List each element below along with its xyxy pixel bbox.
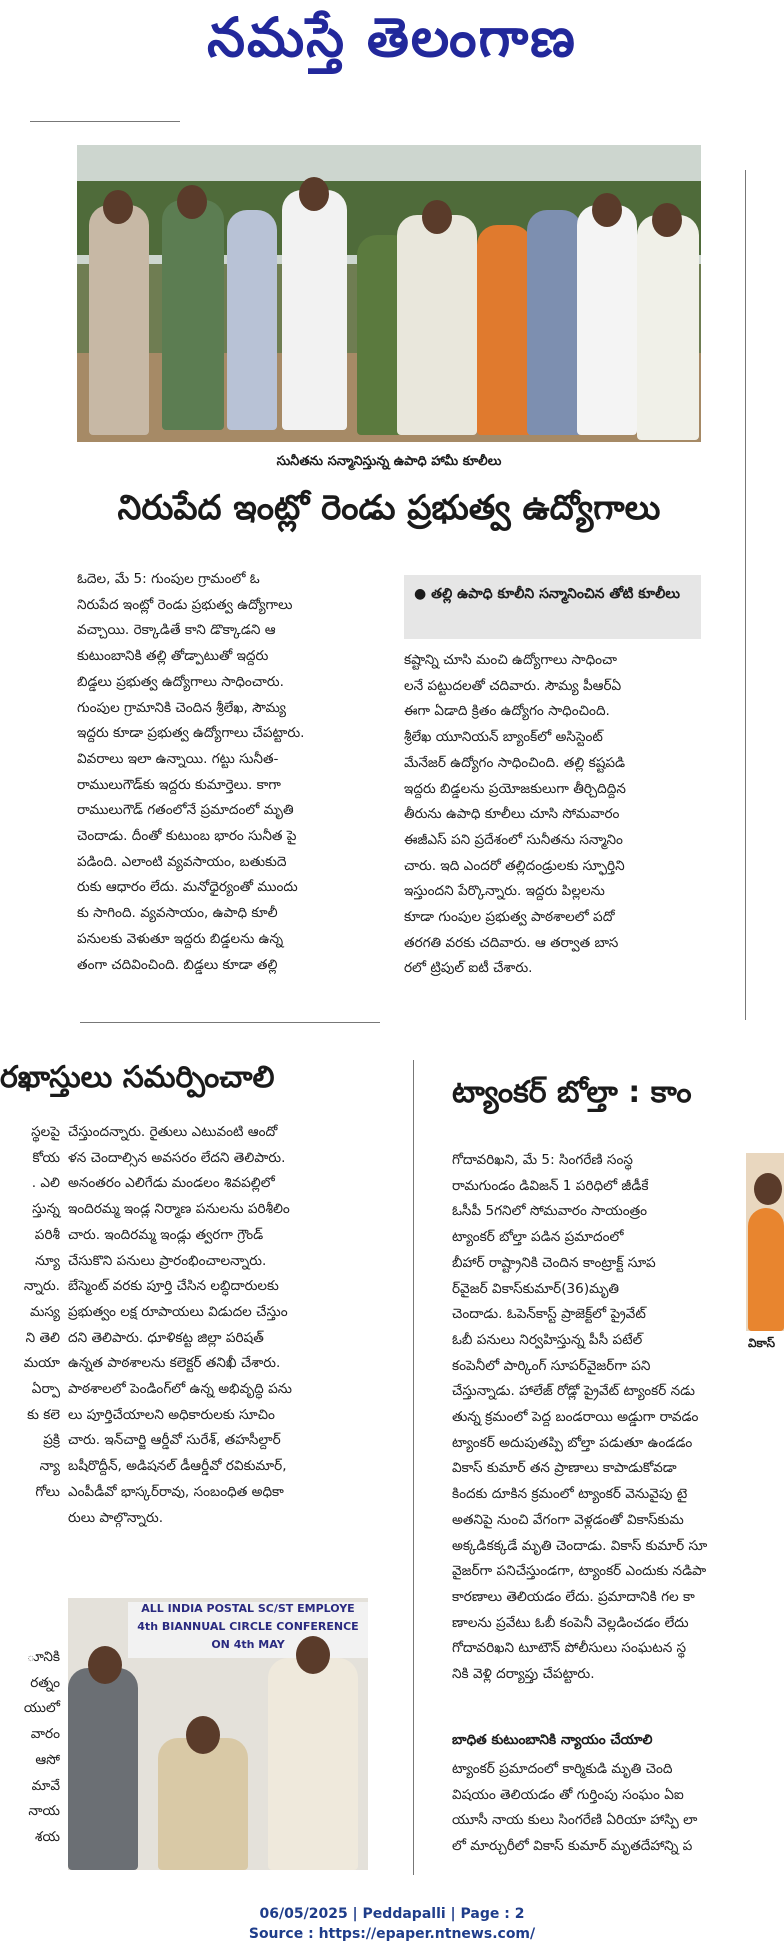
column-divider: [745, 170, 746, 1020]
text-line: ఇస్తుందని పేర్కొన్నారు. ఇద్దరు పిల్లలను: [404, 883, 605, 900]
text-fragment: ఏర్పా: [31, 1381, 60, 1398]
text-line: వైజర్‌గా పనిచేస్తుండగా, ట్యాంకర్ ఎందుకు నడిపా: [452, 1563, 707, 1580]
top-photo-caption: సునీతను సన్మానిస్తున్న ఉపాధి హామీ కూలీలు: [276, 454, 502, 469]
text-line: లు పూర్తిచేయాలని అధికారులకు సూచిం: [68, 1406, 275, 1423]
text-line: చారు. ఇది ఎందరో తల్లిదండ్రులకు స్ఫూర్తిని: [404, 857, 625, 874]
text-line: అనంతరం ఎలిగేడు మండలం శివపల్లిలో: [68, 1175, 275, 1192]
text-line: కారణాలు తెలియడం లేదు. ప్రమాదానికి గల కా: [452, 1588, 695, 1605]
text-line: ఈగా ఏడాది క్రితం ఉద్యోగం సాధించింది.: [404, 703, 610, 720]
top-story-headline: నిరుపేద ఇంట్లో రెండు ప్రభుత్వ ఉద్యోగాలు: [117, 488, 661, 528]
text-fragment: యులో: [23, 1700, 60, 1717]
text-fragment: పరిశీ: [34, 1226, 60, 1243]
text-line: ఎంపీడీవో భాస్కర్‌రావు, సంబంధిత అధికా: [68, 1483, 284, 1500]
text-line: ఇద్దరు బిడ్డలను ప్రయోజకులుగా తీర్చిదిద్దిన: [404, 780, 626, 797]
text-fragment: న్యా: [39, 1458, 60, 1475]
text-line: చెందాడు. దీంతో కుటుంబ భారం సునీత పై: [77, 828, 297, 845]
text-line: రాములుగౌడ్ గతంలోనే ప్రమాదంలో మృతి: [77, 802, 294, 819]
text-fragment: రత్నం: [30, 1674, 60, 1691]
text-line: ఈజీఎస్ పని ప్రదేశంలో సునీతను సన్మానిం: [404, 831, 623, 848]
text-line: వచ్చాయి. రెక్కాడితే కాని డొక్కాడని ఆ: [77, 622, 276, 639]
text-line: లనే పట్టుదలతో చదివారు. సౌమ్య పీఆర్‌ఏ: [404, 677, 622, 694]
text-line: చేసుకొని పనులు ప్రారంభించాలన్నారు.: [68, 1252, 267, 1269]
text-line: కష్టాన్ని చూసి మంచి ఉద్యోగాలు సాధించా: [404, 652, 618, 668]
text-fragment: కోయ: [32, 1149, 60, 1166]
text-line: చేస్తుందన్నారు. రైతులు ఎటువంటి ఆందో: [68, 1124, 278, 1140]
text-line: గుంపుల గ్రామానికి చెందిన శ్రీలేఖ, సౌమ్య: [77, 699, 287, 716]
middle-left-fragments: [0, 1120, 60, 1506]
text-line: యూసీ నాయ కులు సింగరేణి ఏరియా హాస్పి లా: [452, 1812, 698, 1829]
text-line: రామగుండం డివిజన్ 1 పరిధిలో జీడీకే: [452, 1177, 649, 1194]
text-line: ట్యాంకర్ అదుపుతప్పి బోల్తా పడుతూ ఉండడం: [452, 1434, 693, 1451]
text-fragment: ూనికి: [26, 1649, 60, 1665]
right-story-headline: ట్యాంకర్ బోల్తా : కాం: [452, 1075, 692, 1110]
text-line: బషీరొద్దీన్, అడిషనల్ డీఆర్డీవో రవికుమార్,: [68, 1458, 287, 1475]
text-line: ణాలను ప్రవేటు ఓబీ కంపెనీ వెల్లడించడం లేదు: [452, 1614, 689, 1631]
text-line: ట్యాంకర్ బోల్తా పడిన ప్రమాదంలో: [452, 1229, 624, 1246]
footer-date-edition: 06/05/2025 | Peddapalli | Page : 2: [259, 1906, 525, 1922]
banner-line-1: ALL INDIA POSTAL SC/ST EMPLOYE: [141, 1602, 355, 1615]
masthead: [0, 0, 784, 80]
text-line: ఓబీ పనులు నిర్వహిస్తున్న పీసీ పటేల్: [452, 1331, 643, 1348]
text-line: బేస్మెంట్ వరకు పూర్తి చేసిన లబ్ధిదారులకు: [68, 1278, 279, 1295]
text-line: తున్న క్రమంలో పెద్ద బండరాయి అడ్డుగా రావడం: [452, 1409, 699, 1426]
text-line: నిరుపేద ఇంట్లో రెండు ప్రభుత్వ ఉద్యోగాలు: [77, 596, 293, 613]
text-line: రుకు ఆధారం లేదు. మనోధైర్యంతో ముందు: [77, 879, 298, 896]
text-fragment: వారం: [30, 1726, 60, 1743]
highlight-box: ● తల్లి ఉపాధి కూలీని సన్మానించిన తోటి కూలీలు: [404, 575, 701, 639]
text-line: ఉన్నత పాఠశాలను కలెక్టర్ తనిఖీ చేశారు.: [68, 1355, 281, 1372]
text-line: తరగతి వరకు చదివారు. ఆ తర్వాత బాస: [404, 934, 619, 951]
top-story-right-column: [404, 648, 701, 982]
text-fragment: నాయ: [28, 1803, 60, 1820]
text-line: పడింది. ఎలాంటి వ్యవసాయం, బతుకుదె: [77, 853, 287, 870]
text-line: ట్యాంకర్ ప్రమాదంలో కార్మికుడి మృతి చెంది: [452, 1761, 673, 1777]
text-line: చెందాడు. ఓపెన్‌కాస్ట్ ప్రాజెక్ట్‌లో ప్రైవేట్: [452, 1306, 646, 1323]
page-footer: [0, 1904, 784, 1944]
text-line: చేస్తున్నాడు. హాలేజ్ రోడ్లో ప్రైవేట్ ట్యాంకర్ నడు: [452, 1383, 695, 1400]
right-story-subhead: బాధిత కుటుంబానికి న్యాయం చేయాలి: [452, 1732, 653, 1748]
right-story-column-2: [452, 1757, 784, 1860]
footer-source: Source : https://epaper.ntnews.com/: [248, 1926, 536, 1942]
text-fragment: ప్రక్రి: [43, 1432, 60, 1449]
banner-line-3: ON 4th MAY: [211, 1638, 285, 1651]
top-story-left-column: [77, 567, 380, 978]
middle-story-column: [68, 1120, 406, 1531]
text-line: పాఠశాలలో పెండింగ్‌లో ఉన్న అభివృద్ధి పను: [68, 1381, 292, 1398]
text-line: తీరును ఉపాధి కూలీలు చూసి సోమవారం: [404, 806, 620, 823]
text-line: ఇందిరమ్మ ఇండ్ల నిర్మాణ పనులను పరిశీలిం: [68, 1201, 290, 1218]
text-fragment: ని తెలి: [25, 1329, 60, 1346]
text-fragment: మావే: [31, 1777, 60, 1794]
newspaper-title: నమస్తే తెలంగాణ: [207, 6, 577, 69]
text-line: ళన చెందాల్సిన అవసరం లేదని తెలిపారు.: [68, 1149, 286, 1166]
top-story-photo: [77, 145, 701, 442]
text-fragment: గోలు: [35, 1483, 60, 1500]
text-line: ఓదెల, మే 5: గుంపుల గ్రామంలో ఓ: [77, 571, 260, 587]
masthead-divider: [30, 121, 180, 122]
text-fragment: . ఎలి: [31, 1175, 60, 1192]
text-fragment: న్యూ: [35, 1252, 60, 1269]
text-line: రాములుగౌడ్‌కు ఇద్దరు కుమార్తెలు. కాగా: [77, 776, 281, 793]
text-line: కు సాగింది. వ్యవసాయం, ఉపాధి కూలీ: [77, 905, 278, 922]
text-line: వివరాలు ఇలా ఉన్నాయి. గట్టు సునీత-: [77, 750, 279, 767]
text-fragment: శయ: [35, 1828, 60, 1845]
text-fragment: మయా: [23, 1355, 60, 1372]
middle-column-divider: [413, 1060, 414, 1875]
right-photo-caption: వికాస్: [748, 1336, 775, 1350]
text-line: ప్రభుత్వం లక్ష రూపాయలు విడుదల చేస్తుం: [68, 1303, 288, 1320]
text-line: కంపెనీలో పార్కింగ్ సూపర్‌వైజర్‌గా పని: [452, 1357, 651, 1374]
text-line: బీహార్ రాష్ట్రానికి చెందిన కాంట్రాక్ట్ సూప: [452, 1254, 656, 1271]
conference-banner: [128, 1602, 368, 1658]
middle-lower-fragments: [0, 1645, 60, 1851]
text-fragment: ఆసో: [35, 1751, 60, 1768]
text-line: తంగా చదివించింది. బిడ్డలు కూడా తల్లి: [77, 956, 278, 973]
conference-photo: [68, 1598, 368, 1870]
text-fragment: కు కలె: [27, 1406, 60, 1423]
text-line: ఇద్దరు కూడా ప్రభుత్వ ఉద్యోగాలు చేపట్టారు.: [77, 725, 305, 742]
text-line: ఓసీపీ 5గనిలో సోమవారం సాయంత్రం: [452, 1203, 648, 1220]
text-line: రులు పాల్గొన్నారు.: [68, 1509, 164, 1526]
text-fragment: స్తున్న: [32, 1201, 60, 1218]
text-line: విషయం తెలియడం తో గుర్తింపు సంఘం ఏఐ: [452, 1786, 684, 1803]
text-line: దని తెలిపారు. ధూళికట్ట జిల్లా పరిషత్: [68, 1329, 264, 1346]
text-line: అక్కడికక్కడే మృతి చెందాడు. వికాస్ కుమార్ సూ: [452, 1537, 708, 1554]
text-fragment: మస్య: [29, 1303, 60, 1320]
text-line: లో మార్చురీలో వికాస్ కుమార్ మృతదేహాన్ని ప: [452, 1838, 693, 1855]
text-line: చారు. ఇన్‌చార్జి ఆర్డీవో సురేశ్, తహసీల్దార్: [68, 1432, 281, 1449]
right-story-column: [452, 1148, 752, 1688]
text-line: శ్రీలేఖ యూనియన్ బ్యాంక్‌లో అసిస్టెంట్: [404, 729, 603, 746]
top-story-bottom-divider: [80, 1022, 380, 1023]
middle-story-headline: రఖాస్తులు సమర్పించాలి: [0, 1060, 275, 1095]
text-line: అతనిపై నుంచి వేగంగా వెళ్లడంతో వికాస్‌కుమ: [452, 1511, 684, 1528]
text-line: వికాస్ కుమార్ తన ప్రాణాలు కాపాడుకోవడా: [452, 1460, 677, 1477]
banner-line-2: 4th BIANNUAL CIRCLE CONFERENCE: [137, 1620, 359, 1633]
text-line: కిందకు దూకిన క్రమంలో ట్యాంకర్ వెనువైపు టై: [452, 1486, 688, 1503]
text-fragment: స్థలపై: [31, 1124, 60, 1140]
text-line: కుటుంబానికి తల్లి తోడ్పాటుతో ఇద్దరు: [77, 648, 269, 665]
text-line: కూడా గుంపుల ప్రభుత్వ పాఠశాలలో పదో: [404, 909, 615, 926]
text-line: రలో ట్రిపుల్ ఐటీ చేశారు.: [404, 960, 533, 977]
text-line: బిడ్డలు ప్రభుత్వ ఉద్యోగాలు సాధించారు.: [77, 673, 284, 690]
text-line: చారు. ఇందిరమ్మ ఇండ్లు త్వరగా గ్రౌండ్: [68, 1226, 264, 1243]
text-fragment: న్నారు.: [23, 1278, 60, 1295]
text-line: నికి వెళ్లి దర్యాప్తు చేపట్టారు.: [452, 1666, 595, 1683]
text-line: పనులకు వెళుతూ ఇద్దరు బిడ్డలను ఉన్న: [77, 930, 284, 947]
text-line: మేనేజర్ ఉద్యోగం సాధించింది. తల్లి కష్టపడి: [404, 754, 626, 771]
text-line: ర్‌వైజర్ వికాస్‌కుమార్(36)మృతి: [452, 1280, 620, 1297]
text-line: గోదావరిఖని టూటౌన్ పోలీసులు సంఘటన స్థ: [452, 1640, 687, 1657]
text-line: గోదావరిఖని, మే 5: సింగరేణి సంస్థ: [452, 1152, 633, 1168]
